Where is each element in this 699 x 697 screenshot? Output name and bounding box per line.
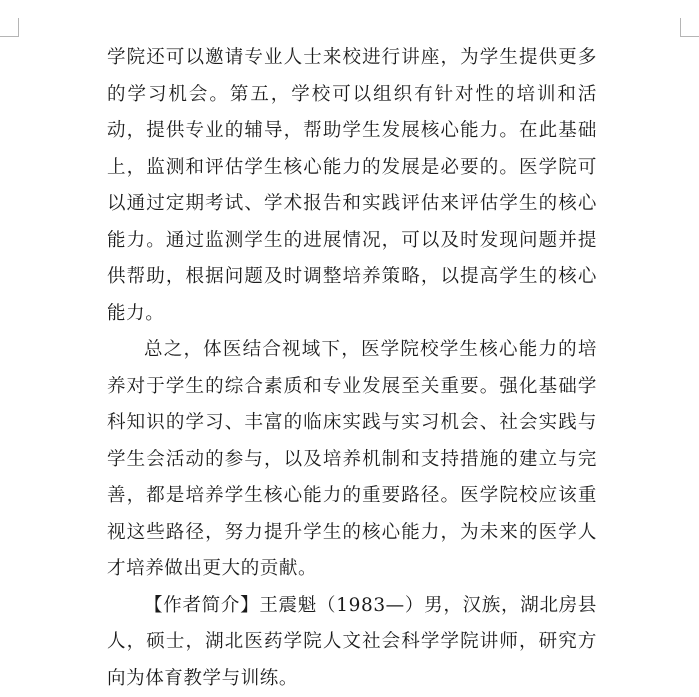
top-left-crop-mark bbox=[0, 18, 19, 37]
author-bio: 【作者简介】王震魁（1983—）男，汉族，湖北房县人，硕士，湖北医药学院人文社会科学学院讲师，研究方向为体育教学与训练。 bbox=[107, 588, 597, 697]
paragraph-continuation: 学院还可以邀请专业人士来校进行讲座，为学生提供更多的学习机会。第五，学校可以组织有针对性的培训和活动，提供专业的辅导，帮助学生发展核心能力。在此基础上，监测和评估学生核心能力的发展是必要的。医学院可以通过定期考试、学术报告和实践评估来评估学生的核心能力。通过监测学生的进展情况，可以及时发现问题并提供帮助，根据问题及时调整培养策略，以提高学生的核心能力。 bbox=[107, 40, 597, 332]
paragraph-conclusion: 总之，体医结合视域下，医学院校学生核心能力的培养对于学生的综合素质和专业发展至关重要。强化基础学科知识的学习、丰富的临床实践与实习机会、社会实践与学生会活动的参与，以及培养机制和支持措施的建立与完善，都是培养学生核心能力的重要路径。医学院校应该重视这些路径，努力提升学生的核心能力，为未来的医学人才培养做出更大的贡献。 bbox=[107, 332, 597, 588]
body-text bbox=[107, 40, 597, 697]
top-right-crop-mark bbox=[680, 18, 699, 37]
